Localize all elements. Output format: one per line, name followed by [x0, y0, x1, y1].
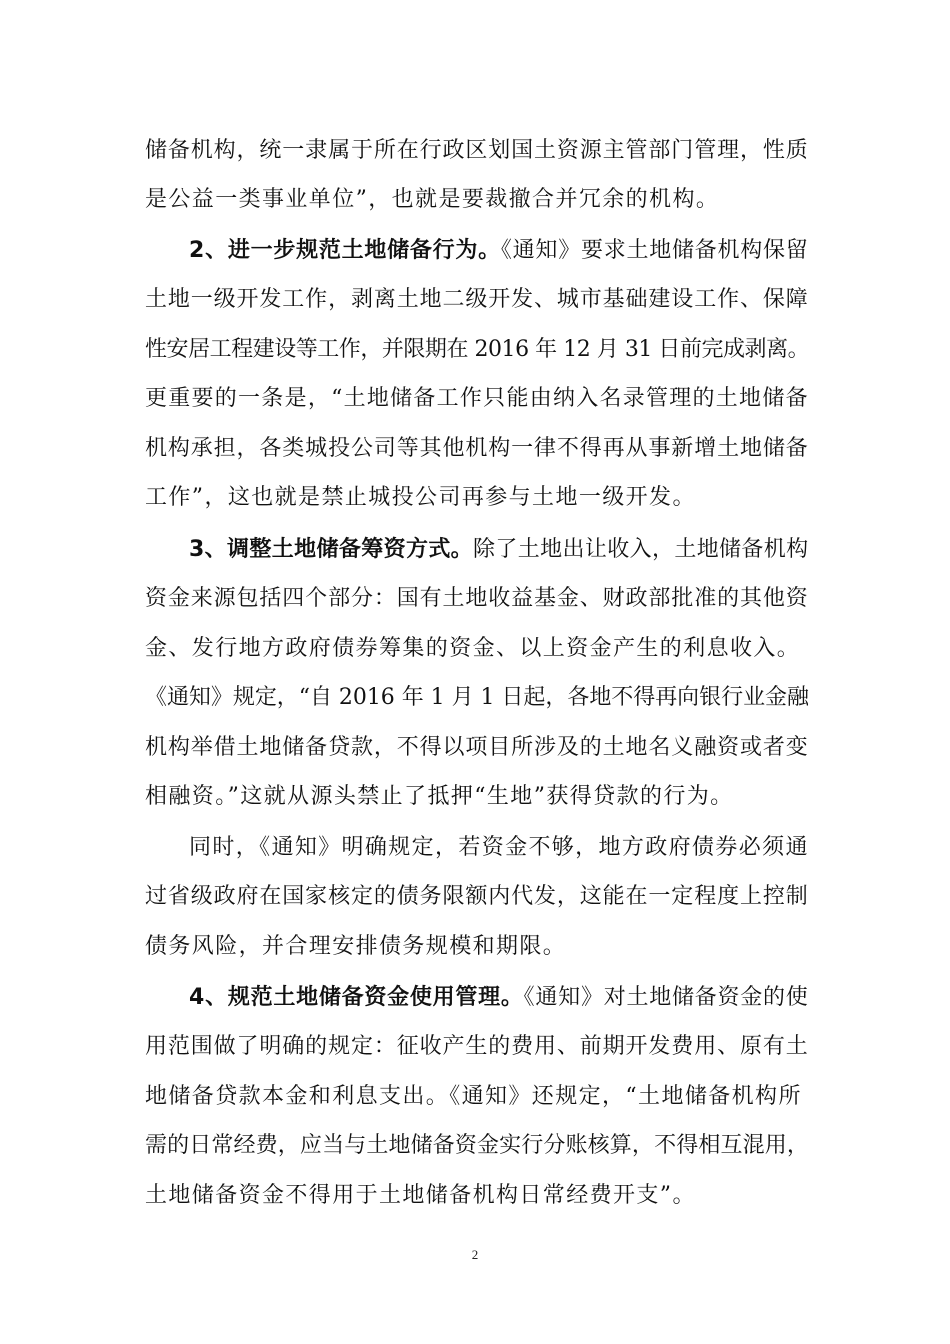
paragraph-line: 工作”，这也就是禁止城投公司再参与土地一级开发。 — [145, 485, 696, 510]
paragraph-line: 储备机构，统一隶属于所在行政区划国土资源主管部门管理，性质 — [145, 138, 809, 163]
paragraph-line: 相融资。”这就从源头禁止了抵押“生地”获得贷款的行为。 — [145, 784, 734, 809]
page-number: 2 — [471, 1247, 479, 1262]
paragraph-line: 资金来源包括四个部分：国有土地收益基金、财政部批准的其他资 — [145, 586, 809, 611]
paragraph-line: 机构举借土地储备贷款，不得以项目所涉及的土地名义融资或者变 — [145, 735, 809, 760]
paragraph-line: 土地一级开发工作，剥离土地二级开发、城市基础建设工作、保障 — [145, 287, 809, 312]
paragraph-line: 同时，《通知》明确规定，若资金不够，地方政府债券必须通 — [189, 835, 809, 860]
section-heading: 2、进一步规范土地储备行为。 — [189, 238, 501, 263]
paragraph-line: 机构承担，各类城投公司等其他机构一律不得再从事新增土地储备 — [145, 436, 809, 461]
paragraph-line: 性安居工程建设等工作，并限期在 2016 年 12 月 31 日前完成剥离。 — [145, 337, 810, 362]
paragraph-line: 地储备贷款本金和利息支出。《通知》还规定，“土地储备机构所 — [145, 1084, 802, 1109]
paragraph-line: 需的日常经费，应当与土地储备资金实行分账核算，不得相互混用， — [145, 1133, 810, 1158]
section-heading-line: 3、调整土地储备筹资方式。除了土地出让收入，土地储备机构 — [189, 537, 809, 562]
paragraph-line: 金、发行地方政府债券筹集的资金、以上资金产生的利息收入。 — [145, 636, 801, 661]
section-heading-line: 2、进一步规范土地储备行为。《通知》要求土地储备机构保留 — [189, 238, 809, 263]
paragraph-line: 债务风险，并合理安排债务规模和期限。 — [145, 934, 567, 959]
paragraph-line: 土地储备资金不得用于土地储备机构日常经费开支”。 — [145, 1183, 696, 1208]
paragraph-line: 《通知》规定，“自 2016 年 1 月 1 日起，各地不得再向银行业金融 — [145, 685, 809, 710]
paragraph-line: 是公益一类事业单位”，也就是要裁撤合并冗余的机构。 — [145, 187, 720, 212]
paragraph-line: 过省级政府在国家核定的债务限额内代发，这能在一定程度上控制 — [145, 884, 809, 909]
paragraph-line: 更重要的一条是，“土地储备工作只能由纳入名录管理的土地储备 — [145, 386, 809, 411]
paragraph-line: 用范围做了明确的规定：征收产生的费用、前期开发费用、原有土 — [145, 1034, 809, 1059]
section-heading: 3、调整土地储备筹资方式。 — [189, 537, 474, 562]
section-heading-line: 4、规范土地储备资金使用管理。《通知》对土地储备资金的使 — [189, 985, 809, 1010]
section-heading: 4、规范土地储备资金使用管理。 — [189, 985, 524, 1010]
